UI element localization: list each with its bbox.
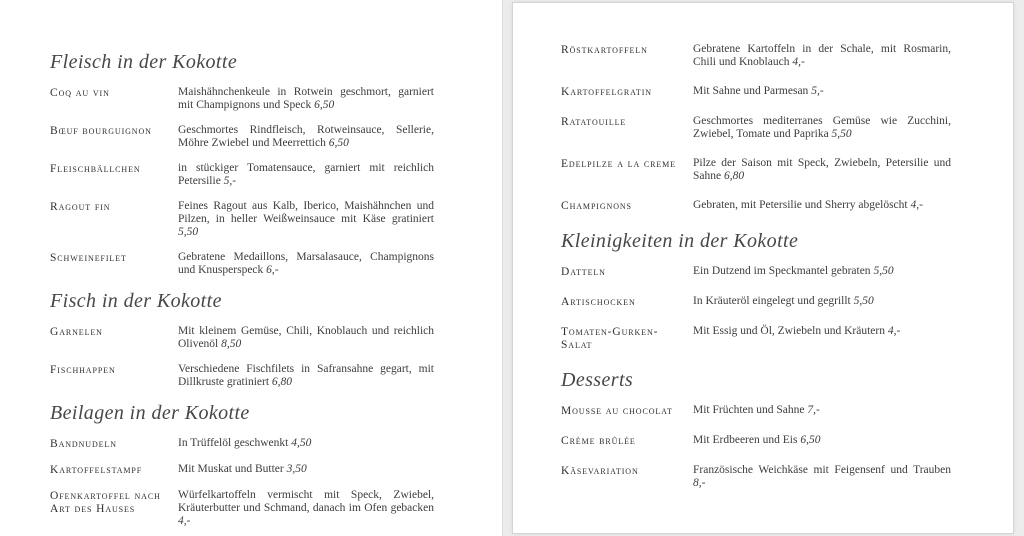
item-name: Kartoffelstampf <box>50 464 143 476</box>
item-price: 4,- <box>910 199 923 211</box>
item-price: 4,- <box>792 56 805 68</box>
item-name: Fischhappen <box>50 364 116 376</box>
section-heading: Desserts <box>561 369 634 391</box>
menu-section-beilagen <box>50 401 456 528</box>
section-heading: Beilagen in der Kokotte <box>50 402 250 424</box>
item-name: Artischocken <box>561 296 636 308</box>
item-description-text: Würfelkartoffeln vermischt mit Speck, Zwiebel, Kräuterbutter und Schmand, danach im Ofen gebacken <box>178 489 434 514</box>
item-description <box>693 85 951 98</box>
item-description-text: Verschiedene Fischfilets in Safransahne gegart, mit Dillkruste gratiniert <box>178 363 434 388</box>
item-price: 6,50 <box>314 99 335 111</box>
item-name: Ragout fin <box>50 201 111 213</box>
item-description-text: Mit Muskat und Butter <box>178 463 284 475</box>
item-description-text: Ein Dutzend im Speckmantel gebraten <box>693 265 871 277</box>
menu-item <box>50 437 456 451</box>
menu-item <box>50 463 456 477</box>
item-description <box>693 157 951 183</box>
item-description <box>178 463 434 476</box>
item-description-text: Geschmortes mediterranes Gemüse wie Zucchini, Zwiebel, Tomate und Paprika <box>693 115 951 140</box>
menu-item <box>50 251 456 277</box>
item-description <box>178 489 434 528</box>
menu-item <box>50 363 456 389</box>
item-description-text: Geschmortes Rindfleisch, Rotweinsauce, Sellerie, Möhre Zwiebel und Meerrettich <box>178 124 434 149</box>
item-description <box>693 199 951 212</box>
item-description <box>693 325 951 338</box>
item-name: Käsevariation <box>561 465 639 477</box>
item-price: 6,80 <box>271 376 293 388</box>
menu-item <box>50 200 456 239</box>
menu-item <box>561 157 967 183</box>
menu-item <box>50 162 456 188</box>
menu-page-right <box>512 2 1014 534</box>
item-description-text: Französische Weichkäse mit Feigensenf und Trauben <box>693 464 951 476</box>
menu-item <box>561 43 967 69</box>
item-description <box>178 363 434 389</box>
menu-item <box>561 265 967 279</box>
menu-item <box>50 325 456 351</box>
menu-item <box>50 86 456 112</box>
item-name: Garnelen <box>50 326 103 338</box>
menu-section-desserts <box>561 368 967 490</box>
item-description-text: Mit Erdbeeren und Eis <box>693 434 798 446</box>
menu-item <box>561 464 967 490</box>
section-heading: Fleisch in der Kokotte <box>50 51 238 73</box>
item-description <box>178 325 434 351</box>
menu-item <box>561 115 967 141</box>
section-heading: Fisch in der Kokotte <box>50 290 222 312</box>
item-description-text: Feines Ragout aus Kalb, Iberico, Maishähnchen und Pilzen, in heller Weißweinsauce mit Käse gratiniert <box>178 200 434 225</box>
item-description-text: Gebratene Kartoffeln in der Schale, mit Rosmarin, Chili und Knoblauch <box>693 43 951 68</box>
item-description-text: Maishähnchenkeule in Rotwein geschmort, garniert mit Champignons und Speck <box>178 86 434 111</box>
item-description-text: Gebratene Medaillons, Marsalasauce, Champignons und Knusperspeck <box>178 251 434 276</box>
item-name: Crème brûlée <box>561 435 636 447</box>
item-name: Ofenkartoffel nach Art des Hauses <box>50 490 161 515</box>
item-price: 5,- <box>223 175 237 187</box>
menu-item <box>50 124 456 150</box>
item-description-text: Mit Früchten und Sahne <box>693 404 805 416</box>
item-description <box>693 43 951 69</box>
item-name: Champignons <box>561 200 632 212</box>
item-name: Tomaten-Gurken-Salat <box>561 326 659 351</box>
menu-item <box>561 85 967 99</box>
item-price: 7,- <box>807 404 820 416</box>
item-price: 5,50 <box>873 265 894 277</box>
item-description <box>178 251 434 277</box>
item-description-text: in stückiger Tomatensauce, garniert mit reichlich Petersilie <box>178 162 434 187</box>
item-name: Coq au vin <box>50 87 110 99</box>
section-heading: Kleinigkeiten in der Kokotte <box>561 230 799 252</box>
menu-item <box>561 404 967 418</box>
item-name: Kartoffelgratin <box>561 86 652 98</box>
item-description <box>693 115 951 141</box>
page-divider <box>503 0 512 536</box>
item-description-text: Gebraten, mit Petersilie und Sherry abgelöscht <box>693 199 908 211</box>
item-description <box>693 295 951 308</box>
item-description <box>693 434 951 447</box>
item-name: Datteln <box>561 266 606 278</box>
item-price: 6,80 <box>723 170 745 182</box>
item-description <box>693 404 951 417</box>
item-description-text: Mit Essig und Öl, Zwiebeln und Kräutern <box>693 325 885 337</box>
item-price: 5,50 <box>831 128 852 140</box>
menu-item <box>561 295 967 309</box>
item-description <box>178 124 434 150</box>
menu-item <box>561 199 967 213</box>
item-price: 6,50 <box>328 137 349 149</box>
item-description-text: Pilze der Saison mit Speck, Zwiebeln, Petersilie und Sahne <box>693 157 951 182</box>
item-description <box>693 464 951 490</box>
item-description <box>178 86 434 112</box>
item-price: 6,50 <box>800 434 821 446</box>
item-price: 4,- <box>887 325 901 337</box>
menu-section-fisch <box>50 289 456 389</box>
menu-item <box>561 434 967 448</box>
item-name: Bœuf bourguignon <box>50 125 152 137</box>
item-price: 5,50 <box>178 226 199 238</box>
item-description <box>178 200 434 239</box>
item-name: Fleischbällchen <box>50 163 141 175</box>
item-price: 8,- <box>693 477 706 489</box>
menu-section-fleisch <box>50 50 456 277</box>
item-description <box>178 437 434 450</box>
item-name: Schweinefilet <box>50 252 127 264</box>
menu-item <box>561 325 967 352</box>
menu-page-left <box>0 0 503 536</box>
item-description <box>693 265 951 278</box>
item-price: 4,50 <box>291 437 312 449</box>
item-name: Röstkartoffeln <box>561 44 648 56</box>
item-price: 6,- <box>266 264 279 276</box>
menu-item <box>50 489 456 528</box>
item-price: 8,50 <box>221 338 242 350</box>
item-description-text: Mit Sahne und Parmesan <box>693 85 809 97</box>
item-price: 5,50 <box>853 295 874 307</box>
item-price: 4,- <box>178 515 191 527</box>
item-name: Mousse au chocolat <box>561 405 673 417</box>
item-name: Ratatouille <box>561 116 627 128</box>
item-description-text: In Trüffelöl geschwenkt <box>178 437 289 449</box>
item-description-text: Mit kleinem Gemüse, Chili, Knoblauch und reichlich Olivenöl <box>178 325 434 350</box>
item-price: 3,50 <box>286 463 307 475</box>
menu-section-kleinigkeiten <box>561 229 967 352</box>
item-price: 5,- <box>811 85 824 97</box>
item-name: Bandnudeln <box>50 438 117 450</box>
item-description-text: In Kräuteröl eingelegt und gegrillt <box>693 295 851 307</box>
item-name: Edelpilze a la creme <box>561 158 676 170</box>
menu-section-beilagen-continued <box>561 43 967 213</box>
item-description <box>178 162 434 188</box>
